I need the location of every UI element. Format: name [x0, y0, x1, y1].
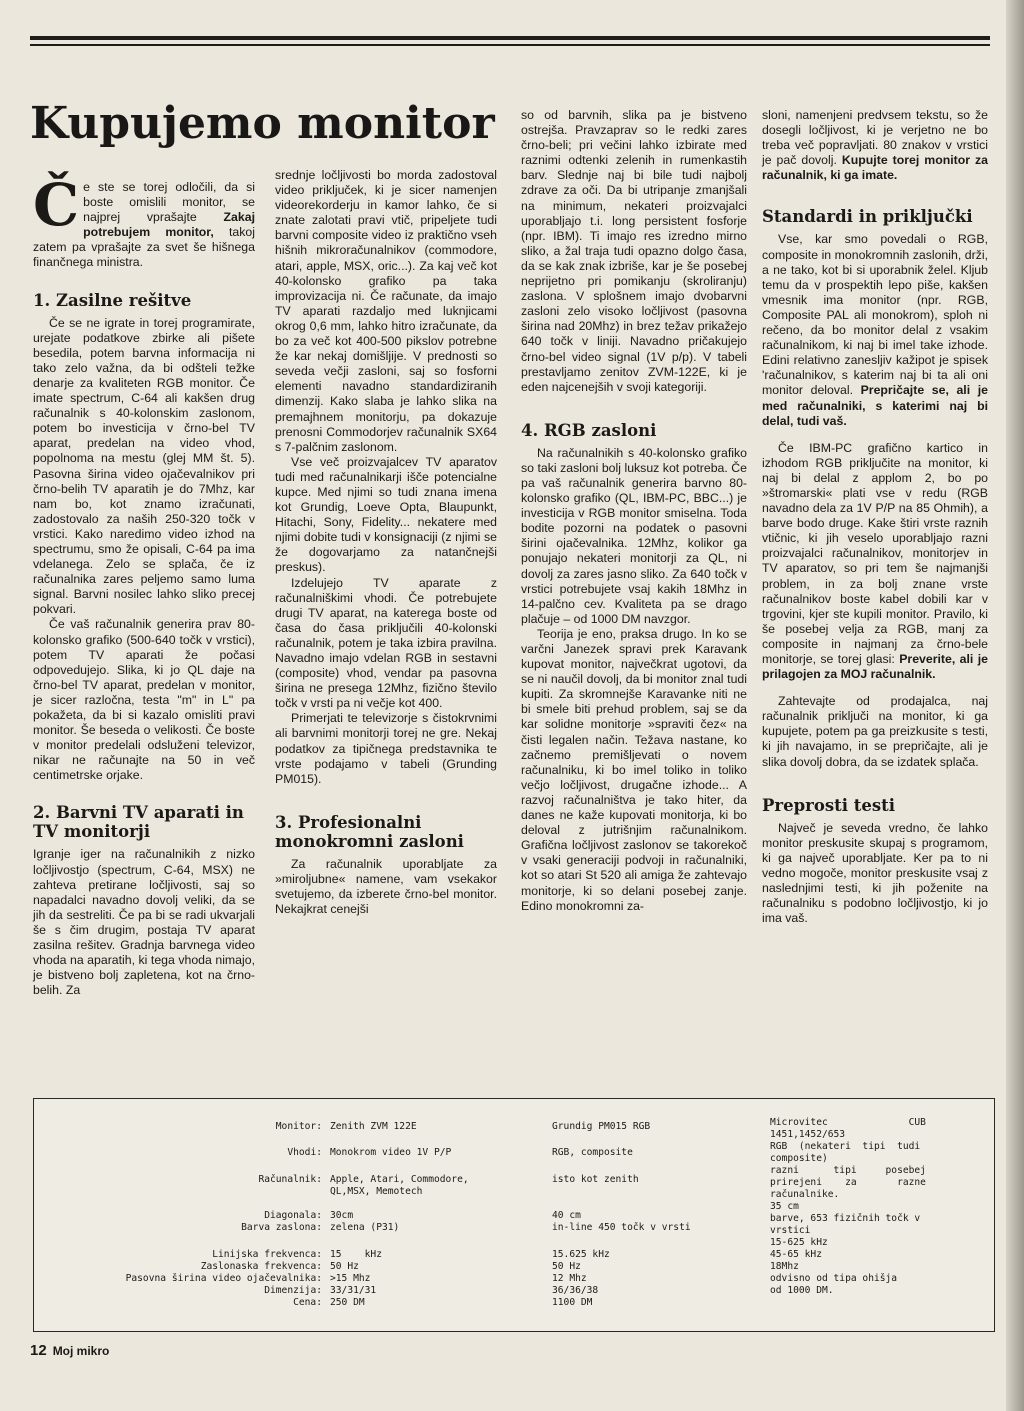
section-heading-3: 3. Profesionalni monokromni zasloni	[275, 812, 464, 851]
zenith-diagonala: 30cm	[330, 1210, 354, 1221]
paragraph: Če se ne igrate in torej programirate, urejate podatkove zbirke ali pišete besedila, potem barvna informacija ni tako zelo važna, da bi odšteli težke denarje za kvaliteten RGB monitor. Če imate spectrum, C-64 ali kakšen drug računalnik s 40-kolonskim zaslonom, potem bo investicija v črno-bel TV aparat, predelan na video vhod, popolnoma na mestu (glej MM št. 5). Pasovna širina video ojačevalnikov pri črno-belih TV aparatih je do 7Mhz, kar nam bo, kot znamo izračunati, zadostovalo za naših 250-320 točk v vrstici. Kako naredimo video izhod na spectrumu, smo že opisali, C-64 pa ima vdelanega. Zelo se splača, če iz računalnika zares peljemo samo luma signal. Barvni nosilec lahko sliko precej pokvari.	[33, 315, 255, 617]
label-monitor: Monitor:	[275, 1121, 322, 1132]
paragraph: Vse, kar smo povedali o RGB, composite in monokromnih zaslonih, drži, a ne tako, kot bi si uporabnik želel. Kljub temu da v prospektih lepo piše, kakšen vmesnik ima monitor (npr. RGB, Composite PAL ali monokrom), sploh ni rečeno, da bo monitor delal z vsakim računalnikom, ki naj bi imel take izhode. Edini relativno zanesljiv kažipot je spisek 'računalnikov, s katerim naj bi ta ali oni monitor deloval. Prepričajte se, ali je med računalniki, s katerimi naj bi delal, tudi vaš.	[762, 232, 988, 428]
article-title: Kupujemo monitor	[30, 98, 495, 149]
zenith-cena: 250 DM	[330, 1297, 365, 1308]
grundig-barva: in-line 450 točk v vrsti	[552, 1222, 691, 1233]
paragraph: Za računalnik uporabljate za »miroljubne« namene, vam vsekakor svetujemo, da izberete črno-bel monitor. Nekajkrat cenejši	[275, 856, 497, 917]
label-cena: Cena:	[293, 1297, 322, 1308]
paragraph: Največ je seveda vredno, če lahko monitor preskusite skupaj s programom, ki ga največ uporabljate. Ker pa to ni vedno mogoče, monitor preskusite vsaj z naslednjimi testi, ki jih poženite na računalniku s podobno ločljivostjo, ki jo ima vaš.	[762, 820, 988, 926]
paragraph: srednje ločljivosti bo morda zadostoval video priključek, ki je sicer namenjen videorekorderju in kamor lahko, če si znate zalotati pravi vtič, pripeljete tudi barvni composite video iz praktično vseh hišnih mikroračunalnikov (commodore, atari, apple, MSX, oric...). Za kaj več kot 40-kolonsko grafiko pa taka improvizacija ni. Če računate, da imajo TV aparati razdaljo med luknjicami okrog 0,6 mm, lahko hitro izračunate, da bo za več kot 400-500 pikslov potrebne že kar nekaj domišljije. V prednosti so seveda večji zasloni, saj so fosforni elementi navadno standardiziranih dimenzij. Kako slaba je lahko slika na premajhnem monitorju, pa dokazuje prenosni Commodorjev računalnik SX64 s 7-palčnim zaslonom.	[275, 168, 497, 454]
column-1	[33, 171, 255, 998]
page-spine-shadow	[1006, 0, 1024, 1411]
label-racunalnik: Računalnik:	[258, 1174, 322, 1185]
grundig-diagonala: 40 cm	[552, 1210, 581, 1221]
zenith-monitor: Zenith ZVM 122E	[330, 1121, 417, 1132]
paragraph: Na računalnikih s 40-kolonsko grafiko so taki zasloni bolj luksuz kot potreba. Če pa vaš računalnik generira barvno 80-kolonsko grafiko (QL, IBM-PC, BBC...) je investicija v RGB monitor smiselna. Toda bodite pozorni na podatek o pasovni širini ojačevalnika. 12Mhz, kolikor ga ponujajo nekateri monitorji za QL, ni dovolj za zares jasno sliko. Za 640 točk v vrstici potrebujete vsaj kakih 18Mhz in 14-palčno cev. Kvaliteta pa se drago plačuje – od 1000 DM navzgor.	[521, 445, 747, 626]
paragraph: Zahtevajte od prodajalca, naj računalnik priključi na monitor, ki ga kupujete, potem pa ga preizkusite s testi, ki jih navajamo, in se prepričajte, ali je slika dovolj dobra, da se izdatek splača.	[762, 694, 988, 769]
grundig-monitor: Grundig PM015 RGB	[552, 1121, 651, 1132]
paragraph: Če IBM-PC grafično kartico in izhodom RGB priključite na monitor, ki naj bi delal z applom 2, bo po »štromarski« plati vse v redu (RGB navadno dela za 1V P/P na 85 Ohmih), a barve bodo druge. Kake štiri vrste raznih vtičnic, ki jih veselo uporabljajo razni proizvajalci računalnikov, monitorjev in TV aparatov, so pri tem še najmanjši problem, in za bolj znane vrste računalnikov boste kabel dobili kar v trgovini, kjer ste kupili monitor. Pravilo, ki še posebej velja za RGB, manj za composite in najmanj za črno-bele monitorje, se torej glasi: Preverite, ali je prilagojen za MOJ računalnik.	[762, 440, 988, 682]
grundig-pasovna: 12 Mhz	[552, 1273, 587, 1284]
label-dimenzija: Dimenzija:	[264, 1285, 322, 1296]
column-2	[275, 168, 497, 917]
paragraph: Teorija je eno, praksa drugo. In ko se varčni Janezek spravi prek Karavank kupovat monitor, največkrat ugotovi, da se ni naučil dovolj, da bi monitor znal tudi kupiti. Za skromnejše Karavanke niti ne bi smele biti prehud problem, saj se da kar solidne monitorje »spraviti čez« na čisti legalen način. Težava nastane, ko začnemo premišljevati o novem računalniku, ki bo imel toliko in toliko večjo ločljivost, drugačne izhode... A razvoj računalništva je tako hiter, da danes ne kaže kupovati monitorja, ki bo deloval z jutrišnjim računalnikom. Grafična ločljivost zaslonov se takorekoč v vsaki generaciji podvoji in računalniki, kot so atari St 520 ali amiga že zahtevajo monitorje, ki so delani posebej zanje. Edino monokromni za-	[521, 626, 747, 913]
section-heading-1: 1. Zasilne rešitve	[33, 290, 192, 310]
page-footer	[30, 1342, 109, 1359]
label-zaslonska: Zaslonaska frekvenca:	[200, 1261, 322, 1272]
paragraph: Vse več proizvajalcev TV aparatov tudi med računalnikarji išče potencialne kupce. Med njimi so tudi znana imena kot Grundig, Loeve Opta, Blaupunkt, Hitachi, Sony, Fidelity... nekatere med njimi dobite tudi v konsignaciji (z njimi se že dogovarjamo za natančnejši preskus).	[275, 454, 497, 575]
column-3	[521, 108, 747, 914]
grundig-zaslonska: 50 Hz	[552, 1261, 581, 1272]
grundig-cena: 1100 DM	[552, 1297, 593, 1308]
section-heading-5: Standardi in priključki	[762, 207, 973, 227]
microvitec-column: Microvitec CUB 1451,1452/653 RGB (nekateri tipi tudi composite) razni tipi posebej prirejeni za razne računalnike. 35 cm barve, 653 fizičnih točk v vrstici 15-625 kHz 45-65 kHz 18Mhz odvisno od tipa ohišja od 1000 DM.	[770, 1117, 926, 1296]
drop-cap: Č	[33, 171, 80, 239]
label-vhodi: Vhodi:	[287, 1147, 322, 1158]
grundig-dimenzija: 36/36/38	[552, 1285, 599, 1296]
zenith-vhodi: Monokrom video 1V P/P	[330, 1147, 452, 1158]
paragraph: Igranje iger na računalnikih z nizko ločljivostjo (spectrum, C-64, MSX) ne zahteva pretirane ločljivosti, saj so napadalci navadno dovolj veliki, da se jih da sestreliti. Če pa bi se radi ukvarjali še s čim drugim, postaja TV aparat zasilna rešitev. Gradnja barvnega video vhoda na aparatih, ki tega vhoda nimajo, je bistveno bolj zapletena, kot na črno-belih. Za	[33, 847, 255, 998]
top-rule-thin	[30, 44, 990, 46]
grundig-linijska: 15.625 kHz	[552, 1249, 610, 1260]
zenith-linijska: 15 kHz	[330, 1249, 382, 1260]
magazine-name: Moj mikro	[52, 1344, 110, 1358]
label-barva: Barva zaslona:	[241, 1222, 322, 1233]
column-4	[762, 108, 988, 926]
section-heading-6: Preprosti testi	[762, 795, 896, 815]
paragraph: Izdelujejo TV aparate z računalniškimi vhodi. Če potrebujete drugi TV aparat, na katerega boste od časa do časa priključili 40-kolonski računalnik, potem je taka izbira pravilna. Navadno imajo vdelan RGB in sestavni (composite) vhod, vendar pa pasovna širina ne presega 12Mhz, fizično število točk v vrsti pa ni večje kot 400.	[275, 575, 497, 711]
paragraph: Primerjati te televizorje s čistokrvnimi ali barvnimi monitorji torej ne gre. Nekaj podatkov za tipičnega predstavnika te vrste podajamo v tabeli (Grunding PM015).	[275, 711, 497, 786]
zenith-dimenzija: 33/31/31	[330, 1285, 377, 1296]
monitor-comparison-table	[33, 1098, 995, 1332]
label-diagonala: Diagonala:	[264, 1210, 322, 1221]
grundig-racunalnik: isto kot zenith	[552, 1174, 639, 1185]
grundig-vhodi: RGB, composite	[552, 1147, 633, 1158]
paragraph: sloni, namenjeni predvsem tekstu, so že dosegli ločljivost, ki je verjetno ne bo treba več popravljati. 80 znakov v vrstici je pač dovolj. Kupujte torej monitor za računalnik, ki ga imate.	[762, 108, 988, 183]
zenith-zaslonska: 50 Hz	[330, 1261, 359, 1272]
paragraph: so od barvnih, slika pa je bistveno ostrejša. Pravzaprav so le redki zares črno-beli; pri večini lahko izbirate med raznimi odtenki zelenih in rumenkastih barv. Slednje naj bi bile tudi najbolj zdrave za oči. Da bi utripanje zmanjšali na minimum, nekateri proizvajalci uporabljajo t.i. long persistent fosforje (npr. IBM). Ti imajo res izredno mirno sliko, a žal traja tudi opazno dolgo časa, da se kak znak izbriše, kar je še posebej neprijetno pri pomikanju (skroliranju) zaslona. V splošnem imajo dvobarvni zasloni zelo visoko ločljivost (pasovna širina nad 20Mhz) in brez težav prikažejo 640 točk v liniji. Navadno pričakujejo črno-bel video signal (1V p/p). V tabeli prestavljamo zenitov ZVM-122E, ki je eden najcenejših v svoji kategoriji.	[521, 108, 747, 394]
paragraph: Če vaš računalnik generira prav 80-kolonsko grafiko (500-640 točk v vrstici), potem TV aparati že počasi odpovedujejo. Slika, ki jo QL daje na črno-bel TV aparat, predelan v monitor, je sicer razločna, testa "m" in L" pa pokažeta, da bi si kazalo omisliti pravi monitor. Še beseda o velikosti. Če boste v monitor predelali odsluženi televizor, nikar ne računajte na 50 in več centimetrske orjake.	[33, 617, 255, 783]
intro-paragraph: Če ste se torej odločili, da si boste omislili monitor, se najprej vprašajte Zakaj potrebujem monitor, takoj zatem pa vprašajte za svet še hišnega finančnega ministra.	[33, 171, 255, 270]
page-number: 12	[30, 1342, 47, 1359]
zenith-pasovna: >15 Mhz	[330, 1273, 371, 1284]
top-rule-thick	[30, 36, 990, 40]
section-heading-2: 2. Barvni TV aparati in TV monitorji	[33, 803, 244, 842]
label-linijska: Linijska frekvenca:	[212, 1249, 322, 1260]
zenith-racunalnik: Apple, Atari, Commodore, QL,MSX, Memotech	[330, 1174, 469, 1197]
label-pasovna: Pasovna širina video ojačevalnika:	[125, 1273, 322, 1284]
section-heading-4: 4. RGB zasloni	[521, 420, 657, 440]
zenith-barva: zelena (P31)	[330, 1222, 400, 1233]
